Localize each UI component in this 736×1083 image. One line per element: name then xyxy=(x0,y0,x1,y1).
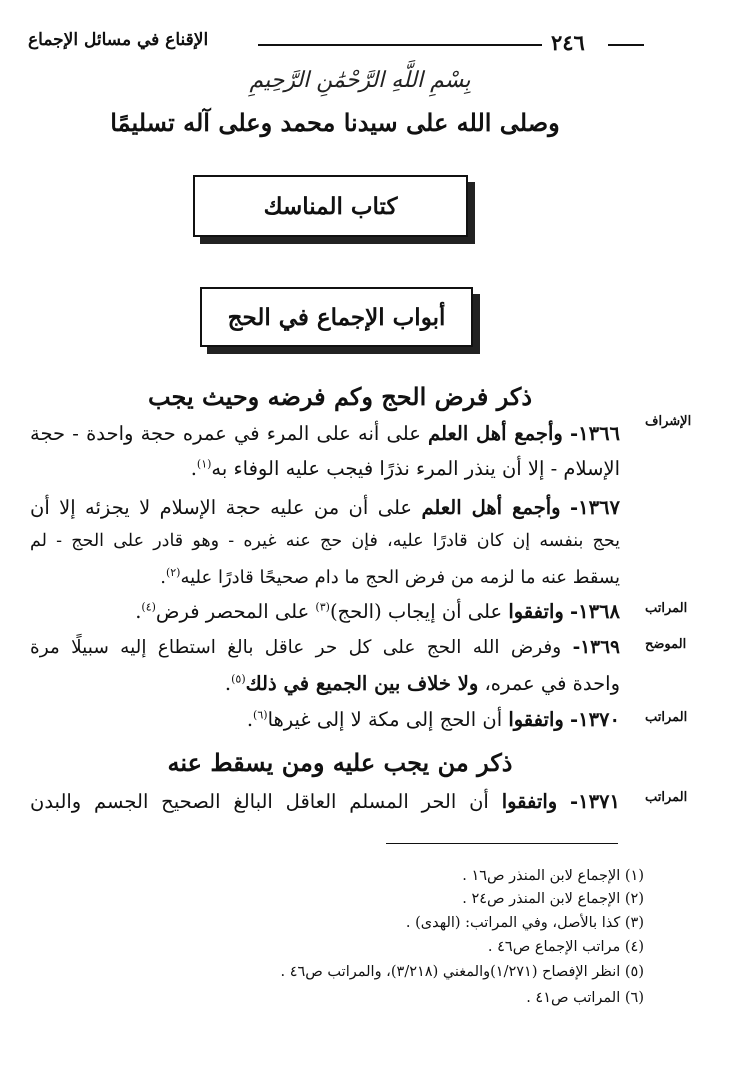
footnote-mark: (٦) xyxy=(253,708,268,722)
footnote-mark: (٤) xyxy=(141,600,156,614)
side-note-mudih: الموضح xyxy=(645,637,687,652)
text-run: الإسلام - إلا أن ينذر المرء نذرًا فيجب عليه الوفاء به xyxy=(211,457,620,480)
bold-phrase: واتفقوا xyxy=(508,708,564,731)
text-run: أن الحر المسلم العاقل البالغ الصحيح الجسم والبدن xyxy=(30,790,489,813)
footnote-separator xyxy=(386,843,618,844)
para-1368: ١٣٦٨- واتفقوا على أن إيجاب (الحج)$^{(٣)}$ على المحصر فرض$^{(٤)}$. xyxy=(135,600,620,623)
para-1366-line-1 xyxy=(30,422,620,445)
box-kitab-manasik xyxy=(193,175,468,237)
basmala: بِسْمِ اللَّهِ الرَّحْمَٰنِ الرَّحِيمِ xyxy=(249,68,471,93)
text-run: يحج بنفسه إن كان قادرًا عليه، فإن حج عنه غيره - وهو قادر على الحج - لم xyxy=(30,531,620,551)
para-number: ١٣٧٠- xyxy=(570,708,620,731)
para-1370: ١٣٧٠- واتفقوا أن الحج إلى مكة لا إلى غيرها$^{(٦)}$. xyxy=(246,708,620,731)
bold-phrase: واتفقوا xyxy=(501,790,558,813)
header-rule-right xyxy=(608,44,644,46)
section-heading-1: ذكر فرض الحج وكم فرضه وحيث يجب xyxy=(147,382,533,411)
para-number: ١٣٦٩- xyxy=(572,637,620,658)
page-number: ٢٤٦ xyxy=(551,30,585,55)
footnote-3: (٣) كذا بالأصل، وفي المراتب: (الهدى) . xyxy=(405,915,644,931)
para-number: ١٣٧١- xyxy=(570,790,620,813)
footnote-5: (٥) انظر الإفصاح (١/٢٧١)والمغني (٣/٢١٨)، والمراتب ص٤٦ . xyxy=(280,964,644,980)
bold-phrase: وأجمع أهل العلم xyxy=(428,422,563,445)
footnote-mark: (٣) xyxy=(315,600,330,614)
text-run: على أن إيجاب (الحج) xyxy=(329,600,503,623)
footnote-mark: (٢) xyxy=(165,566,181,579)
running-title: الإقناع في مسائل الإجماع xyxy=(28,30,209,50)
side-note-ishraf: الإشراف xyxy=(645,414,692,429)
bold-phrase: وأجمع أهل العلم xyxy=(421,496,561,519)
para-1371-line-1 xyxy=(30,790,620,813)
section-heading-2: ذكر من يجب عليه ومن يسقط عنه xyxy=(167,748,513,777)
text-run: وفرض الله الحج على كل حر عاقل بالغ استطاع إليه سبيلًا مرة xyxy=(30,637,562,658)
text-run: على المحصر فرض xyxy=(155,600,310,623)
para-1369-line-2: واحدة في عمره، ولا خلاف بين الجميع في ذلك$^{(٥)}$. xyxy=(224,672,620,695)
side-note-maratib-3: المراتب xyxy=(645,790,688,805)
footnote-2: (٢) الإجماع لابن المنذر ص٢٤ . xyxy=(462,891,644,907)
header-rule-middle xyxy=(258,44,542,46)
text-run: يسقط عنه ما لزمه من فرض الحج ما دام صحيحًا قادرًا عليه xyxy=(180,567,620,588)
side-note-maratib-2: المراتب xyxy=(645,710,688,725)
para-1367-line-3: يسقط عنه ما لزمه من فرض الحج ما دام صحيحًا قادرًا عليه$^{(٢)}$. xyxy=(160,566,620,588)
para-number: ١٣٦٨- xyxy=(570,600,620,623)
text-run: واحدة في عمره، xyxy=(484,672,620,695)
box-kitab-label: كتاب المناسك xyxy=(263,192,398,220)
footnote-mark: (١) xyxy=(196,457,212,471)
side-note-maratib-1: المراتب xyxy=(645,601,688,616)
para-number: ١٣٦٧- xyxy=(570,496,620,519)
text-run: على أن من عليه حجة الإسلام لا يجزئه إلا أن xyxy=(30,496,413,519)
salat-line: وصلى الله على سيدنا محمد وعلى آله تسليمًا xyxy=(110,108,560,137)
para-1369-line-1 xyxy=(30,637,620,658)
para-1366-line-2: الإسلام - إلا أن ينذر المرء نذرًا فيجب عليه الوفاء به$^{(١)}$. xyxy=(190,457,620,480)
box-abwab-ijma xyxy=(200,287,473,347)
box-abwab-label: أبواب الإجماع في الحج xyxy=(227,303,446,331)
para-number: ١٣٦٦- xyxy=(570,422,621,445)
footnote-6: (٦) المراتب ص٤١ . xyxy=(526,990,644,1006)
footnote-1: (١) الإجماع لابن المنذر ص١٦ . xyxy=(462,868,644,884)
bold-phrase: واتفقوا xyxy=(508,600,564,623)
footnote-mark: (٥) xyxy=(231,672,246,686)
para-1367-line-1 xyxy=(30,496,620,519)
para-1367-line-2 xyxy=(30,531,620,551)
text-run: على أنه على المرء في عمره حجة واحدة - حجة xyxy=(30,422,421,445)
text-run: أن الحج إلى مكة لا إلى غيرها xyxy=(267,708,503,731)
footnote-4: (٤) مراتب الإجماع ص٤٦ . xyxy=(487,939,644,955)
bold-phrase: ولا خلاف بين الجميع في ذلك xyxy=(245,672,479,695)
